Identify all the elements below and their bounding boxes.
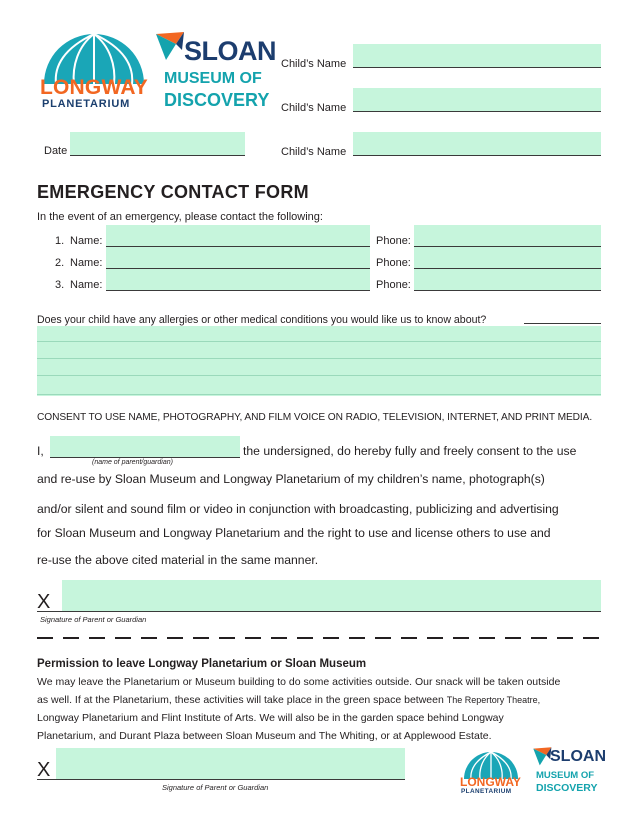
allergies-line-3 bbox=[37, 375, 601, 376]
contact-name-field-3[interactable] bbox=[106, 269, 370, 291]
longway-logo-line1: LONGWAY bbox=[40, 76, 148, 99]
contact-num-3: 3. bbox=[55, 279, 65, 291]
parent-name-hint: (name of parent/guardian) bbox=[92, 459, 173, 466]
sloan-museum-logo bbox=[154, 30, 274, 114]
contact-phone-label-3: Phone: bbox=[376, 279, 411, 291]
longway-planetarium-logo-small bbox=[460, 746, 522, 798]
longway-logo-small-line1: LONGWAY bbox=[460, 775, 521, 789]
childs-name-label-1: Child’s Name bbox=[281, 58, 347, 70]
contact-name-line-3 bbox=[106, 290, 370, 291]
contact-name-label-2: Name: bbox=[70, 257, 103, 269]
sloan-museum-logo-small bbox=[532, 746, 604, 798]
consent-x-mark: X bbox=[37, 591, 51, 613]
permission-signature-line bbox=[37, 779, 405, 780]
emergency-form-title: EMERGENCY CONTACT FORM bbox=[37, 182, 309, 202]
contact-name-label-3: Name: bbox=[70, 279, 103, 291]
date-field[interactable] bbox=[70, 132, 245, 156]
contact-name-label-1: Name: bbox=[70, 235, 103, 247]
sloan-logo-line1: SLOAN bbox=[184, 36, 276, 66]
permission-line-1: We may leave the Planetarium or Museum building to do some activities outside. Our snack will be taken outside bbox=[37, 676, 561, 688]
contact-phone-line-3 bbox=[414, 290, 601, 291]
contact-phone-field-2[interactable] bbox=[414, 247, 601, 269]
emergency-intro: In the event of an emergency, please contact the following: bbox=[37, 211, 323, 223]
consent-line-4: for Sloan Museum and Longway Planetarium and the right to use and license others to use and bbox=[37, 526, 551, 540]
permission-line-2 bbox=[37, 694, 540, 706]
contact-phone-field-1[interactable] bbox=[414, 225, 601, 247]
sloan-logo-small-line3: DISCOVERY bbox=[536, 782, 598, 794]
parent-name-line bbox=[50, 457, 240, 458]
childs-name-line-2 bbox=[353, 111, 601, 112]
permission-line-2a: as well. If at the Planetarium, these activities will take place in the green space between bbox=[37, 694, 447, 706]
date-label: Date bbox=[44, 145, 68, 157]
allergies-line-1 bbox=[37, 341, 601, 342]
sloan-logo-small-line1: SLOAN bbox=[550, 748, 606, 765]
sloan-logo-small-line2: MUSEUM OF bbox=[536, 770, 595, 781]
consent-i-label: I, bbox=[37, 444, 44, 458]
childs-name-label-3: Child’s Name bbox=[281, 146, 347, 158]
childs-name-field-1[interactable] bbox=[353, 44, 601, 68]
longway-logo-small-line2: PLANETARIUM bbox=[461, 788, 512, 795]
consent-line-5: re-use the above cited material in the same manner. bbox=[37, 553, 319, 567]
childs-name-field-2[interactable] bbox=[353, 88, 601, 112]
date-line bbox=[70, 155, 245, 156]
sloan-kite-icon bbox=[154, 30, 188, 64]
allergies-textarea[interactable] bbox=[37, 326, 601, 396]
consent-line-3: and/or silent and sound film or video in conjunction with broadcasting, publicizing and advertising bbox=[37, 502, 559, 516]
longway-planetarium-logo bbox=[38, 26, 150, 110]
allergies-line-2 bbox=[37, 358, 601, 359]
consent-signature-field[interactable] bbox=[62, 580, 601, 612]
childs-name-line-1 bbox=[353, 67, 601, 68]
sloan-logo-line3: DISCOVERY bbox=[164, 90, 270, 110]
parent-name-field[interactable] bbox=[50, 436, 240, 458]
contact-phone-field-3[interactable] bbox=[414, 269, 601, 291]
allergies-line-4 bbox=[37, 394, 601, 395]
permission-signature-label: Signature of Parent or Guardian bbox=[162, 783, 269, 792]
longway-logo-line2: PLANETARIUM bbox=[42, 98, 131, 110]
contact-num-1: 1. bbox=[55, 235, 65, 247]
childs-name-field-3[interactable] bbox=[353, 132, 601, 156]
permission-x-mark: X bbox=[37, 759, 51, 781]
consent-line-2: and re-use by Sloan Museum and Longway Planetarium of my children’s name, photograph(s) bbox=[37, 472, 545, 486]
contact-phone-label-1: Phone: bbox=[376, 235, 411, 247]
contact-name-field-2[interactable] bbox=[106, 247, 370, 269]
permission-signature-field[interactable] bbox=[56, 748, 405, 780]
allergies-question: Does your child have any allergies or other medical conditions you would like us to know about? bbox=[37, 314, 487, 326]
consent-signature-line bbox=[37, 611, 601, 612]
childs-name-line-3 bbox=[353, 155, 601, 156]
sloan-logo-line2: MUSEUM OF bbox=[164, 70, 262, 87]
permission-line-3: Longway Planetarium and Flint Institute of Arts. We will also be in the garden space behind Longway bbox=[37, 712, 504, 724]
childs-name-label-2: Child’s Name bbox=[281, 102, 347, 114]
consent-signature-label: Signature of Parent or Guardian bbox=[40, 615, 147, 624]
contact-name-field-1[interactable] bbox=[106, 225, 370, 247]
consent-line-1: the undersigned, do hereby fully and freely consent to the use bbox=[243, 444, 577, 458]
consent-heading: CONSENT TO USE NAME, PHOTOGRAPHY, AND FILM VOICE ON RADIO, TELEVISION, INTERNET, AND PRINT MEDIA. bbox=[37, 412, 593, 423]
allergies-question-line bbox=[524, 323, 601, 324]
permission-line-2b: The Repertory Theatre, bbox=[446, 695, 541, 705]
contact-num-2: 2. bbox=[55, 257, 65, 269]
contact-phone-label-2: Phone: bbox=[376, 257, 411, 269]
permission-line-4: Planetarium, and Durant Plaza between Sloan Museum and The Whiting, or at Applewood Estate. bbox=[37, 730, 492, 742]
permission-heading: Permission to leave Longway Planetarium or Sloan Museum bbox=[37, 658, 367, 670]
